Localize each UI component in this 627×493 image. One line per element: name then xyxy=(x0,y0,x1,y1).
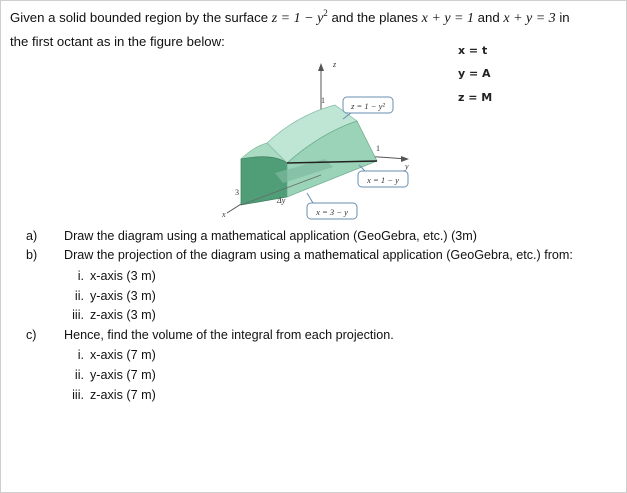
x-axis-label: x xyxy=(222,210,226,219)
intro-text-2: and the planes xyxy=(331,10,418,25)
surface-label-text: z = 1 − y² xyxy=(351,101,385,111)
solid-region-figure xyxy=(215,55,415,225)
intro-line-1 xyxy=(10,6,615,30)
problem-statement xyxy=(10,6,615,53)
z-axis-label: z xyxy=(333,60,337,69)
note-x: x = t xyxy=(458,44,488,57)
x-three-label: 3 xyxy=(235,188,239,197)
plane-equation-1: x + y = 1 xyxy=(421,11,474,26)
question-c-text: Hence, find the volume of the integral from each projection. xyxy=(64,328,394,342)
z-one-label: 1 xyxy=(321,96,325,105)
delta-y-label: Δy xyxy=(277,196,286,205)
question-b-label: b) xyxy=(26,248,38,262)
question-b-text: Draw the projection of the diagram using a mathematical application (GeoGebra, etc.) from: xyxy=(64,248,573,262)
question-c-label: c) xyxy=(26,328,37,342)
plane2-label-pointer xyxy=(307,193,313,203)
surface-exponent: 2 xyxy=(323,8,328,18)
intro-in: in xyxy=(559,10,570,25)
intro-and: and xyxy=(477,10,500,25)
intro-text-1: Given a solid bounded region by the surface xyxy=(10,10,269,25)
y-one-label: 1 xyxy=(376,144,380,153)
surface-equation: $z = 1 - y^2$ xyxy=(271,8,328,26)
plane-equation-2: x + y = 3 xyxy=(503,11,556,26)
y-axis-label: y xyxy=(405,162,409,171)
plane1-label-text: x = 1 − y xyxy=(367,175,399,185)
intro-line-2: the first octant as in the figure below: xyxy=(10,34,225,49)
question-a-label: a) xyxy=(26,229,38,243)
plane2-label-text: x = 3 − y xyxy=(316,207,348,217)
note-z: z = M xyxy=(458,91,493,104)
question-a-text: Draw the diagram using a mathematical application (GeoGebra, etc.) (3m) xyxy=(64,229,477,243)
z-axis-arrow xyxy=(318,63,324,71)
note-y: y = A xyxy=(458,67,491,80)
